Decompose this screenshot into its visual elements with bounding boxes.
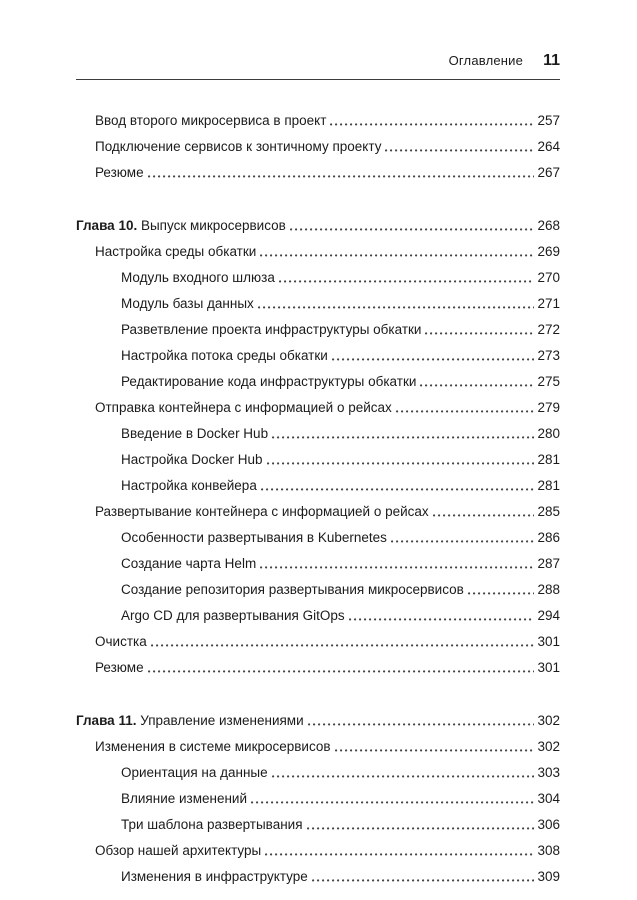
toc-page-number: 302 (537, 713, 560, 728)
toc-page-number: 281 (537, 452, 560, 467)
dot-leader (312, 879, 535, 882)
toc-page-number: 269 (537, 244, 560, 259)
dot-leader (151, 644, 535, 647)
toc-entry-title: Модуль входного шлюза (121, 270, 275, 285)
toc-entry-title: Изменения в инфраструктуре (121, 869, 308, 884)
toc-entry-title: Резюме (95, 165, 144, 180)
toc-entry-row (76, 739, 560, 755)
toc-page-number: 287 (537, 556, 560, 571)
toc-page-number: 306 (537, 817, 560, 832)
dot-leader (391, 540, 535, 543)
toc-entry-row (76, 582, 560, 598)
toc-chapter-row (76, 713, 560, 729)
dot-leader (308, 723, 535, 726)
toc-entry-title: Модуль базы данных (121, 296, 254, 311)
toc-entry-title: Резюме (95, 660, 144, 675)
toc-page-number: 272 (537, 322, 560, 337)
toc-page-number: 280 (537, 426, 560, 441)
dot-leader (267, 462, 535, 465)
dot-leader (260, 254, 534, 257)
toc-entry-title: Изменения в системе микросервисов (95, 739, 331, 754)
dot-leader (148, 175, 535, 178)
toc-entry-row (76, 504, 560, 520)
toc-entry-row (76, 139, 560, 155)
toc-entry-row (76, 113, 560, 129)
toc-entry-title: Настройка конвейера (121, 478, 257, 493)
dot-leader (330, 123, 534, 126)
dot-leader (265, 853, 534, 856)
toc-entry-title: Глава 11. Управление изменениями (76, 713, 304, 728)
toc-page-number: 270 (537, 270, 560, 285)
dot-leader (279, 280, 535, 283)
toc-page-number: 309 (537, 869, 560, 884)
dot-leader (468, 592, 535, 595)
toc-entry-title: Настройка Docker Hub (121, 452, 263, 467)
toc-page-number: 268 (537, 218, 560, 233)
toc-entry-row (76, 244, 560, 260)
toc-entry-row (76, 817, 560, 833)
toc-entry-title: Подключение сервисов к зонтичному проекту (95, 139, 382, 154)
toc-entry-title: Argo CD для развертывания GitOps (121, 608, 345, 623)
toc-page-number: 279 (537, 400, 560, 415)
dot-leader (272, 775, 535, 778)
toc-page-number: 267 (537, 165, 560, 180)
toc-entry-title: Создание репозитория развертывания микросервисов (121, 582, 464, 597)
toc-chapter-row (76, 218, 560, 234)
dot-leader (433, 514, 535, 517)
toc-page-number: 271 (537, 296, 560, 311)
toc-page-number: 301 (537, 660, 560, 675)
toc-entry-row (76, 608, 560, 624)
toc-page-number: 308 (537, 843, 560, 858)
toc-entry-row (76, 530, 560, 546)
toc-entry-title: Три шаблона развертывания (121, 817, 303, 832)
header-title: Оглавление (448, 53, 524, 68)
toc-entry-title: Настройка среды обкатки (95, 244, 257, 259)
toc-entry-title: Редактирование кода инфраструктуры обкатки (121, 374, 417, 389)
toc-page-number: 286 (537, 530, 560, 545)
toc-entry-row (76, 556, 560, 572)
toc-page-number: 301 (537, 634, 560, 649)
toc-entry-title: Настройка потока среды обкатки (121, 348, 328, 363)
dot-leader (420, 384, 534, 387)
toc-entry-row (76, 869, 560, 885)
toc-entry-row (76, 843, 560, 859)
dot-leader (148, 670, 535, 673)
dot-leader (335, 749, 535, 752)
dot-leader (307, 827, 535, 830)
toc-entry-title: Создание чарта Helm (121, 556, 257, 571)
toc-chapter-prefix: Глава 10. (76, 218, 141, 233)
toc-entry-title: Влияние изменений (121, 791, 248, 806)
toc-page-number: 264 (537, 139, 560, 154)
dot-leader (258, 306, 535, 309)
toc-page-number: 303 (537, 765, 560, 780)
header-page-number: 11 (543, 52, 560, 69)
toc-page-number: 273 (537, 348, 560, 363)
dot-leader (349, 618, 535, 621)
toc-entry-row (76, 348, 560, 364)
toc-entry-title: Развертывание контейнера с информацией о рейсах (95, 504, 429, 519)
toc-entry-row (76, 165, 560, 181)
toc-entry-title: Обзор нашей архитектуры (95, 843, 262, 858)
page-header (76, 52, 560, 80)
dot-leader (396, 410, 535, 413)
toc-page-number: 304 (537, 791, 560, 806)
dot-leader (425, 332, 534, 335)
toc-entry-row (76, 374, 560, 390)
toc-entry-title: Ориентация на данные (121, 765, 268, 780)
toc-entry-title: Глава 10. Выпуск микросервисов (76, 218, 286, 233)
toc-chapter-prefix: Глава 11. (76, 713, 141, 728)
toc-entry-row (76, 296, 560, 312)
toc-entry-row (76, 634, 560, 650)
toc-page-number: 294 (537, 608, 560, 623)
toc-page-number: 285 (537, 504, 560, 519)
dot-leader (332, 358, 535, 361)
dot-leader (272, 436, 534, 439)
dot-leader (251, 801, 534, 804)
toc-entry-row (76, 791, 560, 807)
toc-page-number: 302 (537, 739, 560, 754)
toc-entry-row (76, 400, 560, 416)
toc-entry-row (76, 452, 560, 468)
dot-leader (260, 566, 534, 569)
toc-page-number: 257 (537, 113, 560, 128)
toc-entry-title: Очистка (95, 634, 147, 649)
toc-entry-row (76, 660, 560, 676)
dot-leader (290, 228, 535, 231)
dot-leader (261, 488, 535, 491)
toc-entry-title: Ввод второго микросервиса в проект (95, 113, 327, 128)
toc-entry-row (76, 270, 560, 286)
toc-entry-row (76, 426, 560, 442)
toc-entry-title: Введение в Docker Hub (121, 426, 269, 441)
toc-page-number: 288 (537, 582, 560, 597)
toc-entry-row (76, 765, 560, 781)
toc-entry-title: Особенности развертывания в Kubernetes (121, 530, 387, 545)
toc-entry-row (76, 478, 560, 494)
dot-leader (385, 149, 534, 152)
toc-entry-title: Разветвление проекта инфраструктуры обкатки (121, 322, 422, 337)
toc-list (76, 113, 560, 885)
toc-entry-title: Отправка контейнера с информацией о рейсах (95, 400, 392, 415)
toc-page-number: 275 (537, 374, 560, 389)
toc-page-number: 281 (537, 478, 560, 493)
toc-entry-row (76, 322, 560, 338)
